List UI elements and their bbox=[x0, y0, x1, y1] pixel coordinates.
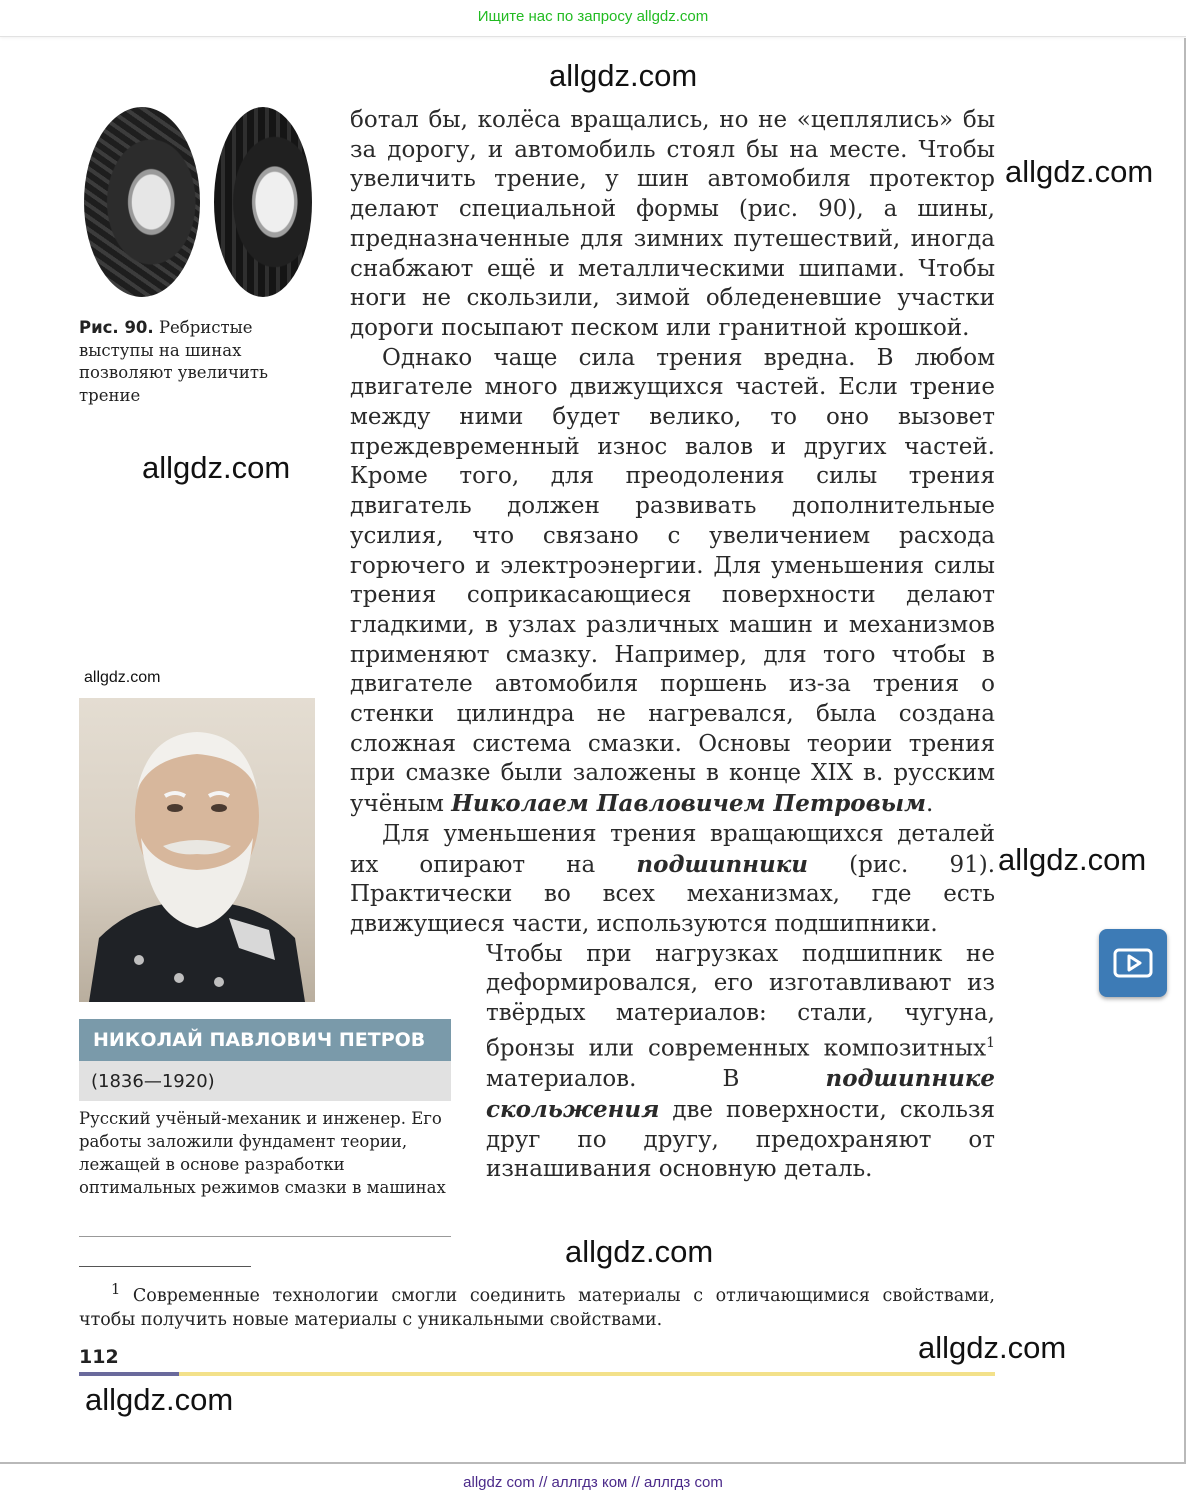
page-footer-accent bbox=[79, 1372, 179, 1376]
paragraph-4-block bbox=[486, 940, 995, 1185]
top-banner[interactable]: Ищите нас по запросу allgdz.com bbox=[0, 0, 1186, 37]
term-bearings: подшипники bbox=[636, 850, 809, 878]
watermark-1: allgdz.com bbox=[549, 58, 698, 93]
term-sliding-bearing: подшипнике скольжения bbox=[486, 1065, 996, 1123]
paragraph-4 bbox=[486, 940, 995, 1185]
watermark-4: allgdz.com bbox=[84, 669, 161, 686]
paragraph-2-text: Однако чаще сила трения вредна. В любом двигателе много движущихся частей. Если трение между ними будет велико, то оно вызовет преждевременный износ валов и других частей. Кроме того, для преодоления силы трения двигатель должен развивать дополнительные усилия, что связано с увеличением расхода горючего и электроэнергии. Для уменьшения силы трения соприкасающиеся поверхности делают гладкими, в узлах различных машин и механизмов применяют смазку. Например, для того чтобы в двигателе автомобиля поршень из-за трения о стенки цилиндра не нагревался, была создана сложная система смазки. Основы теории трения при смазке были заложены в конце XIX в. русским учёным bbox=[350, 344, 995, 818]
portrait-drawing bbox=[79, 698, 315, 1002]
watermark-2: allgdz.com bbox=[1005, 154, 1154, 189]
figure-caption bbox=[79, 317, 329, 407]
footnote bbox=[79, 1278, 995, 1332]
page-footer-line bbox=[79, 1372, 995, 1376]
bottom-links[interactable]: allgdz com // аллгдз ком // аллгдз com bbox=[463, 1474, 723, 1491]
watermark-6: allgdz.com bbox=[565, 1234, 714, 1269]
paragraph-3-b: (рис. 91). Практически во всех механизмах, где есть движущиеся части, используются подшипники. bbox=[350, 851, 996, 937]
bio-description: Русский учёный-механик и инженер. Его работы заложили фундамент теории, лежащей в основе разработки оптимальных режимов смазки в машинах bbox=[79, 1109, 446, 1197]
paragraph-1: ботал бы, колёса вращались, но не «цеплялись» бы за дорогу, и автомобиль стоял бы на месте. Чтобы увеличить трение, у шин автомобиля протектор делают специальной формы (рис. 90), а шины, предназначенные для зимних путешествий, иногда снабжают ещё и металлическими шипами. Чтобы ноги не скользили, зимой обледеневшие участки дороги посыпают песком или гранитной крошкой. bbox=[350, 107, 995, 341]
paragraph-3-a: Для уменьшения трения вращающихся деталей их опирают на bbox=[350, 820, 995, 878]
footnote-mark: 1 bbox=[111, 1281, 121, 1298]
petrov-name: Николаем Павловичем Петровым bbox=[451, 790, 926, 818]
bio-years: (1836—1920) bbox=[79, 1061, 451, 1101]
footnote-ref: 1 bbox=[986, 1034, 995, 1051]
bio-divider bbox=[79, 1236, 451, 1237]
watermark-3: allgdz.com bbox=[142, 450, 291, 485]
paragraph-4-b: материалов. В bbox=[486, 1066, 740, 1093]
figure-caption-text: Ребристые выступы на шинах позволяют увеличить трение bbox=[79, 318, 269, 405]
paragraph-4-c: две поверхности, скользя друг по другу, предохраняют от изнашивания основную деталь. bbox=[486, 1096, 995, 1183]
watermark-7: allgdz.com bbox=[918, 1330, 1067, 1365]
paragraph-3 bbox=[350, 820, 995, 940]
footnote-text: Современные технологии смогли соединить материалы с отличающимися свойствами, чтобы получить новые материалы с уникальными свойствами. bbox=[79, 1285, 995, 1330]
bio-name: НИКОЛАЙ ПАВЛОВИЧ ПЕТРОВ bbox=[79, 1019, 451, 1061]
watermark-8: allgdz.com bbox=[85, 1382, 234, 1417]
footnote-divider bbox=[79, 1266, 251, 1267]
figure-caption-label: Рис. 90. bbox=[79, 318, 154, 337]
play-icon bbox=[1113, 948, 1153, 978]
watermark-5: allgdz.com bbox=[998, 842, 1147, 877]
summer-tire-image bbox=[214, 107, 312, 297]
paragraph-4-a: Чтобы при нагрузках подшипник не деформировался, его изготавливают из твёрдых материалов: стали, чугуна, бронзы или современных композитных bbox=[486, 940, 995, 1062]
winter-tire-image bbox=[84, 107, 200, 297]
petrov-portrait bbox=[79, 698, 315, 1002]
video-play-button[interactable] bbox=[1099, 929, 1167, 997]
paragraph-2: Однако чаще сила трения вредна. В любом двигателе много движущихся частей. Если трение между ними будет велико, то оно вызовет преждевременный износ валов и других частей. Кроме того, для преодоления силы трения двигатель должен развивать дополнительные усилия, что связано с увеличением расхода горючего и электроэнергии. Для уменьшения силы трения соприкасающиеся поверхности делают гладкими, в узлах различных машин и механизмов применяют смазку. Например, для того чтобы в двигателе автомобиля поршень из-за трения о стенки цилиндра не нагревался, была создана сложная система смазки. Основы теории трения при смазке были заложены в конце XIX в. русским учёным Николаем Павловичем Петровым. bbox=[350, 344, 995, 818]
page-number: 112 bbox=[79, 1346, 119, 1368]
